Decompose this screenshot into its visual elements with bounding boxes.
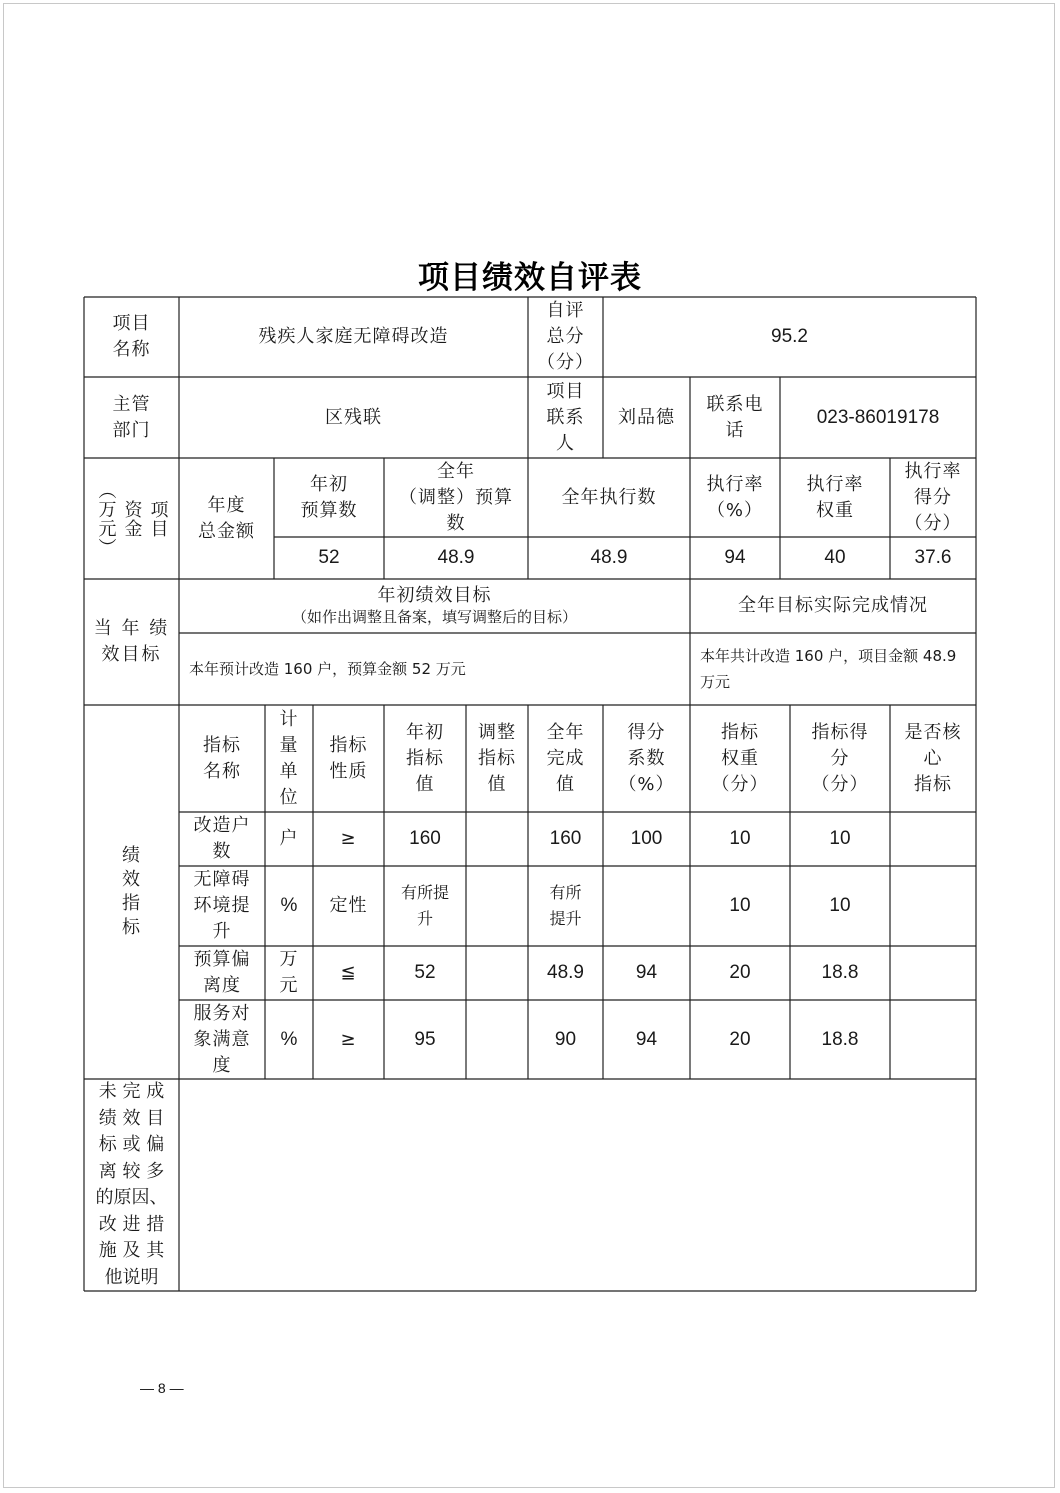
ind-row-initial: 52	[414, 962, 436, 983]
initial-goals-title: 年初绩效目标	[377, 585, 492, 606]
ind-row-weight: 10	[729, 895, 751, 916]
ind-header-nature: 指标 性质	[329, 734, 368, 782]
ind-row-adjusted	[466, 866, 528, 946]
ind-row-coef	[603, 866, 690, 946]
ind-header-core: 是否核 心 指标	[904, 721, 962, 795]
ind-row-adjusted	[466, 946, 528, 1000]
phone-value: 023-86019178	[816, 406, 940, 428]
ind-row-completed: 有所 提升	[549, 883, 582, 928]
ind-row-name: 服务对 象满意 度	[193, 1002, 251, 1076]
initial-goals-note: （如作出调整且备案，填写调整后的目标）	[291, 608, 577, 626]
ind-header-name: 指标 名称	[203, 734, 241, 782]
ind-row-nature: ≦	[340, 962, 357, 983]
ind-row-unit: %	[280, 1028, 298, 1050]
ind-row-score: 10	[829, 828, 851, 849]
ind-row-weight: 20	[729, 962, 751, 983]
ind-header-weight: 指标 权重 （分）	[711, 721, 769, 795]
ind-row-coef: 100	[630, 828, 663, 849]
ind-row-adjusted	[466, 812, 528, 866]
ind-row-core	[890, 1000, 976, 1079]
initial-goals-header	[179, 579, 690, 633]
self-score-value: 95.2	[771, 326, 808, 347]
executed-header: 全年执行数	[561, 486, 657, 508]
ind-row-nature: ≥	[340, 828, 357, 849]
ind-row-core	[890, 866, 976, 946]
ind-row-name: 改造户 数	[193, 815, 251, 862]
ind-row-initial: 有所提 升	[400, 883, 449, 928]
exec-weight-header: 执行率 权重	[806, 473, 864, 521]
exec-rate-header: 执行率 （%）	[706, 473, 764, 521]
funds-label: 项目 资金 （万元）	[95, 480, 169, 557]
ind-header-score: 指标得 分 （分）	[811, 721, 869, 795]
ind-row-unit: %	[280, 895, 298, 916]
contact-value: 刘品德	[618, 406, 675, 428]
ind-header-adjusted: 调整 指标 值	[478, 721, 516, 795]
ind-header-coef: 得分 系数 （%）	[618, 721, 675, 795]
ind-header-unit: 计 量 单 位	[279, 708, 299, 808]
initial-budget-header: 年初 预算数	[300, 473, 358, 521]
ind-row-coef: 94	[635, 962, 658, 983]
initial-goals-text: 本年预计改造 160 户，预算金额 52 万元	[189, 660, 466, 678]
page-title: 项目绩效自评表	[418, 260, 642, 296]
ind-row-core	[890, 812, 976, 866]
remarks-label: 未 完 成 绩 效 目 标 或 偏 离 较 多 的原因、 改 进 措 施 及 其 他说明	[95, 1081, 168, 1288]
ind-row-nature: ≥	[340, 1028, 357, 1050]
ind-row-name: 预算偏 离度	[193, 949, 251, 996]
project-name-value: 残疾人家庭无障碍改造	[258, 326, 449, 347]
ind-row-adjusted	[466, 1000, 528, 1079]
ind-row-weight: 10	[729, 828, 751, 849]
goals-label: 当 年 绩 效目标	[93, 618, 170, 665]
phone-label: 联系电 话	[706, 393, 764, 441]
exec-weight-value: 40	[824, 547, 846, 568]
remarks-text	[179, 1079, 976, 1291]
adjusted-budget-value: 48.9	[437, 547, 475, 568]
project-name-label: 项目 名称	[112, 313, 151, 360]
self-score-label: 自评 总分 （分）	[537, 300, 594, 373]
annual-total-label: 年度 总金额	[198, 494, 255, 542]
exec-rate-value: 94	[724, 547, 746, 568]
ind-row-initial: 160	[409, 828, 441, 849]
contact-label: 项目 联系 人	[546, 380, 585, 454]
actual-goals-text: 本年共计改造 160 户，项目金额 48.9 万元	[700, 647, 957, 691]
ind-row-nature: 定性	[329, 895, 368, 916]
exec-score-value: 37.6	[914, 547, 952, 568]
ind-row-name: 无障碍 环境提 升	[193, 869, 251, 942]
ind-row-unit: 万 元	[279, 949, 299, 996]
page-number: — 8 —	[140, 1380, 184, 1396]
ind-header-completed: 全年 完成 值	[546, 721, 585, 795]
executed-value: 48.9	[590, 547, 628, 568]
ind-row-unit: 户	[279, 828, 299, 849]
dept-label: 主管 部门	[112, 393, 151, 441]
ind-row-score: 18.8	[821, 1028, 859, 1050]
ind-row-score: 18.8	[821, 962, 859, 983]
ind-row-weight: 20	[729, 1028, 751, 1050]
ind-row-core	[890, 946, 976, 1000]
adjusted-budget-header: 全年 （调整）预算 数	[399, 460, 513, 534]
ind-row-completed: 90	[554, 1028, 577, 1050]
actual-goals-header: 全年目标实际完成情况	[738, 595, 928, 616]
exec-score-header: 执行率 得分 （分）	[904, 460, 962, 534]
initial-budget-value: 52	[318, 547, 340, 568]
ind-row-initial: 95	[414, 1028, 436, 1050]
ind-row-score: 10	[829, 895, 851, 916]
ind-row-completed: 48.9	[547, 962, 584, 983]
ind-row-coef: 94	[635, 1028, 658, 1050]
ind-header-initial: 年初 指标 值	[406, 721, 444, 795]
dept-value: 区残联	[325, 406, 382, 428]
ind-row-completed: 160	[549, 828, 582, 849]
indicators-label: 绩 效 指 标	[122, 845, 141, 938]
